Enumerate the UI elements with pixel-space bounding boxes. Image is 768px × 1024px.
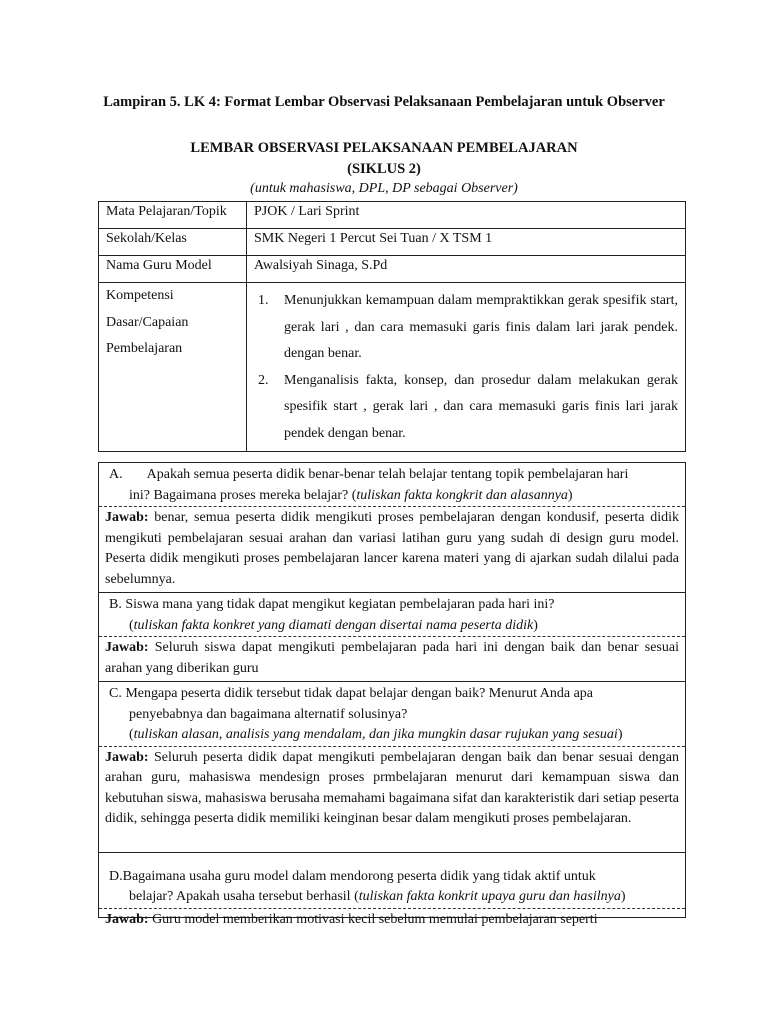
observer-subtitle: (untuk mahasiswa, DPL, DP sebagai Observer): [250, 181, 518, 196]
row-value: SMK Negeri 1 Percut Sei Tuan / X TSM 1: [247, 229, 686, 256]
item-text: Menganalisis fakta, konsep, dan prosedur dalam melakukan gerak spesifik start , gerak lari , dan cara memasuki garis finis lari jarak pendek dengan benar.: [284, 372, 678, 441]
row-value: Awalsiyah Sinaga, S.Pd: [247, 256, 686, 283]
answer-d: [99, 909, 685, 933]
question-text: Mengapa peserta didik tersebut tidak dapat belajar dengan baik? Menurut Anda apa: [125, 686, 594, 701]
table-row: [99, 229, 686, 256]
question-hint: tuliskan fakta konkrit upaya guru dan hasilnya: [358, 889, 621, 904]
item-number: 1.: [258, 293, 269, 308]
answer-a: [99, 507, 685, 593]
question-text: belajar? Apakah usaha tersebut berhasil (: [129, 889, 359, 904]
question-text: Apakah semua peserta didik benar-benar telah belajar tentang topik pembelajaran hari: [146, 467, 629, 482]
answer-text: benar, semua peserta didik mengikuti proses pembelajaran dengan kondusif, peserta didik mengikuti pembelajaran sesuai arahan dan variasi latihan guru yang sudah di design guru model. Peserta didik mengikuti proses pembelajaran lancer karena materi yang di ajarkan sudah dilalui pada sebelumnya.: [105, 510, 679, 587]
answer-b: [99, 637, 685, 682]
question-a: [99, 463, 685, 507]
table-row: [99, 256, 686, 283]
question-b: B. Siswa mana yang tidak dapat mengikut kegiatan pembelajaran pada hari ini? (tuliskan fakta konkret yang diamati dengan disertai nama peserta didik): [99, 593, 685, 637]
lampiran-heading: Lampiran 5. LK 4: Format Lembar Observasi Pelaksanaan Pembelajaran untuk Observer: [103, 94, 665, 110]
questions-table: [98, 462, 686, 927]
answer-c: [99, 747, 685, 853]
table-row-kompetensi: [99, 283, 686, 452]
list-item: [254, 368, 678, 448]
question-close: ): [567, 487, 573, 503]
answer-label: Jawab:: [105, 911, 149, 927]
question-letter: B.: [109, 597, 122, 612]
row-label: Mata Pelajaran/Topik: [99, 202, 247, 229]
kompetensi-label-line: Kompetensi: [106, 288, 174, 303]
answer-text: Guru model memberikan motivasi kecil sebelum memulai pembelajaran seperti: [148, 911, 598, 927]
answer-label: Jawab:: [105, 510, 149, 525]
kompetensi-label-line: Dasar/Capaian: [106, 314, 189, 330]
answer-label: Jawab:: [105, 749, 149, 765]
question-hint: tuliskan alasan, analisis yang mendalam, dan jika mungkin dasar rujukan yang sesuai: [133, 727, 618, 742]
answer-label: Jawab:: [105, 640, 149, 655]
row-value: PJOK / Lari Sprint: [247, 202, 686, 229]
table-row: [99, 202, 686, 229]
question-c: C. Mengapa peserta didik tersebut tidak dapat belajar dengan baik? Menurut Anda apa penyebabnya dan bagaimana alternatif solusinya? (tuliskan alasan, analisis yang mendalam, dan jika mungkin dasar rujukan yang sesuai): [99, 682, 685, 747]
kompetensi-list: [254, 283, 678, 451]
question-text: Siswa mana yang tidak dapat mengikut kegiatan pembelajaran pada hari ini?: [125, 597, 555, 612]
list-item: [254, 288, 678, 368]
question-letter: C.: [109, 686, 122, 701]
question-d: [99, 853, 685, 909]
kompetensi-label: [99, 283, 247, 452]
info-table: [98, 201, 686, 452]
row-label: Sekolah/Kelas: [99, 229, 247, 256]
question-hint: tuliskan fakta kongkrit dan alasannya: [356, 487, 568, 503]
answer-text: Seluruh siswa dapat mengikuti pembelajaran pada hari ini dengan baik dan benar sesuai arahan yang diberikan guru: [105, 640, 679, 676]
question-close: ): [620, 889, 626, 904]
answer-text: Seluruh peserta didik dapat mengikuti pembelajaran dengan baik dan benar sesuai dengan arahan guru, mahasiswa mendesign proses prmbelajaran menurut dari kemampuan siswa dan kebutuhan siswa, mahasiswa berusaha memahami bagaimana sifat dan karakteristik dari setiap peserta didik, sehingga peserta didik memiliki keinginan besar dalam mengikuti proses pembelajaran.: [105, 749, 679, 826]
question-letter: D.: [109, 868, 123, 884]
question-text: ini? Bagaimana proses mereka belajar? (: [129, 487, 357, 503]
kompetensi-value: [247, 283, 686, 452]
question-letter: A.: [109, 467, 123, 482]
cycle-label: (SIKLUS 2): [347, 161, 421, 177]
question-text: penyebabnya dan bagaimana alternatif solusinya?: [129, 706, 408, 722]
question-hint: tuliskan fakta konkret yang diamati dengan disertai nama peserta didik: [133, 617, 534, 633]
form-title: LEMBAR OBSERVASI PELAKSANAAN PEMBELAJARAN: [190, 140, 578, 156]
item-text: Menunjukkan kemampuan dalam mempraktikkan gerak spesifik start, gerak lari , dan cara memasuki garis finis dalam lari jarak pendek. dengan benar.: [284, 293, 678, 361]
question-text: Bagaimana usaha guru model dalam mendorong peserta didik yang tidak aktif untuk: [122, 868, 596, 884]
kompetensi-label-line: Pembelajaran: [106, 341, 183, 356]
item-number: 2.: [258, 372, 269, 388]
row-label: Nama Guru Model: [99, 256, 247, 283]
